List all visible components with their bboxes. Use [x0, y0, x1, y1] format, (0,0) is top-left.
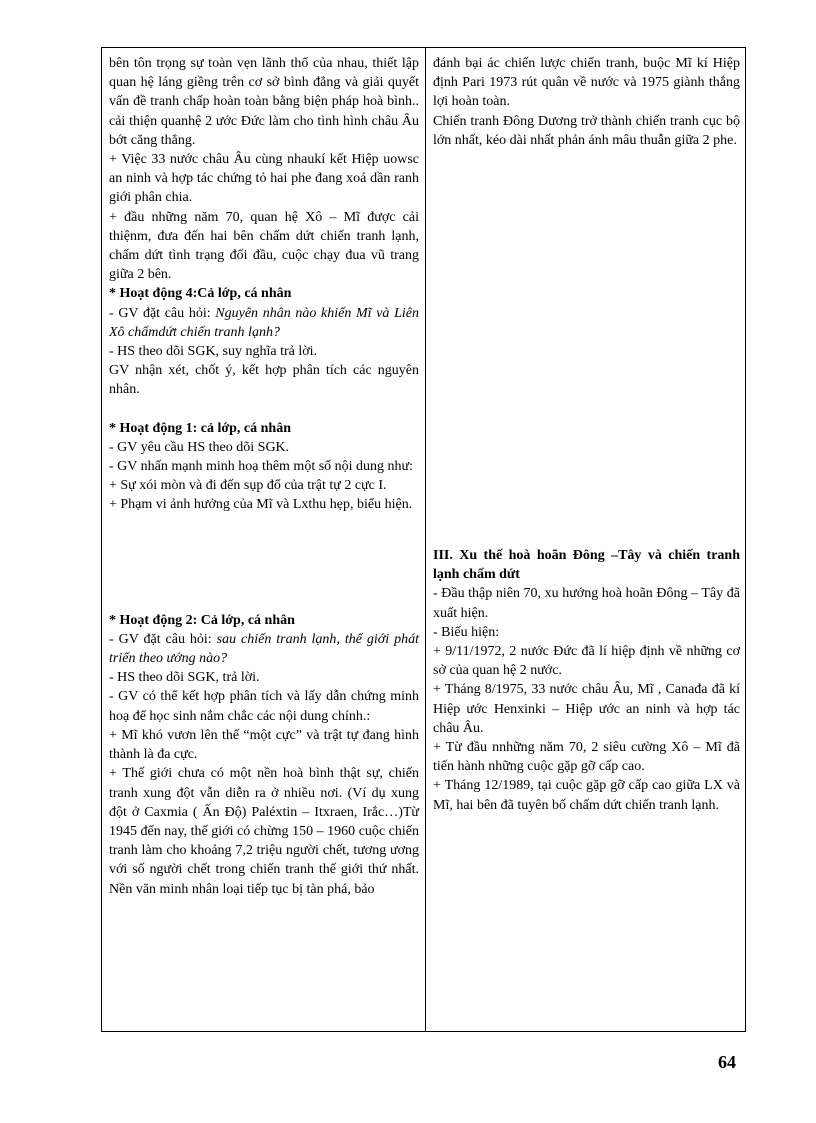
paragraph: + Mĩ khó vươn lên thế “một cực” và trật tự đang hình thành là đa cực. — [109, 727, 419, 763]
paragraph: + Tháng 8/1975, 33 nước châu Âu, Mĩ , Canađa đã kí Hiệp ước Henxinki – Hiệp ước an ninh và hợp tác châu Âu. — [433, 682, 740, 736]
page-number: 64 — [718, 1052, 736, 1072]
question-prefix: - GV đặt câu hỏi: — [109, 305, 216, 321]
paragraph: - GV có thể kết hợp phân tích và lấy dẫn chứng minh hoạ để học sinh nắm chắc các nội dung chính.: — [109, 689, 419, 724]
paragraph: - HS theo dõi SGK, suy nghĩa trả lời. — [109, 344, 318, 360]
question-prefix: - GV đặt câu hỏi: — [109, 631, 217, 647]
paragraph: + 9/11/1972, 2 nước Đức đã lí hiệp định về những cơ sở của quan hệ 2 nước. — [433, 644, 740, 679]
paragraph: - GV yêu cầu HS theo dõi SGK. — [109, 439, 290, 455]
paragraph: - HS theo dõi SGK, trả lời. — [109, 670, 260, 686]
section-heading: III. Xu thế hoà hoãn Đông –Tây và chiến tranh lạnh chấm dứt — [433, 548, 740, 583]
paragraph: Chiến tranh Đông Dương trở thành chiến tranh cục bộ lớn nhất, kéo dài nhất phản ánh mâu thuẫn giữa 2 phe. — [433, 113, 740, 148]
activity-1-heading: * Hoạt động 1: cả lớp, cá nhân — [109, 420, 291, 436]
paragraph: bên tôn trọng sự toàn vẹn lãnh thổ của nhau, thiết lập quan hệ láng giềng trên cơ sở bình đẳng và giải quyết vấn đề tranh chấp hoàn toàn bằng biện pháp hoà bình.. cải thiện quanhệ 2 ước Đức làm cho tình hình châu Âu bớt căng thẳng. — [109, 56, 419, 148]
paragraph: + Việc 33 nước châu Âu cùng nhaukí kết Hiệp uowsc an ninh và hợp tác chứng tỏ hai phe đang xoá dần ranh giới phân chia. — [109, 152, 419, 206]
question-text: Nguyên nhân nào khiến Mĩ và Liên Xô chấmdứt chiến tranh lạnh? — [109, 305, 419, 340]
paragraph: GV nhận xét, chốt ý, kết hợp phân tích các nguyên nhân. — [109, 363, 419, 398]
paragraph: + Từ đầu nnhững năm 70, 2 siêu cường Xô – Mĩ đã tiến hành những cuộc gặp gỡ cấp cao. — [433, 740, 740, 775]
paragraph: đánh bại ác chiến lược chiến tranh, buộc Mĩ kí Hiệp định Pari 1973 rút quân về nước và 1975 giành thắng lợi hoàn toàn. — [433, 56, 740, 110]
activities-column — [109, 54, 419, 899]
paragraph: - Biểu hiện: — [433, 624, 500, 640]
activity-2-heading: * Hoạt động 2: Cả lớp, cá nhân — [109, 612, 295, 628]
paragraph: + Phạm vi ảnh hưởng của Mĩ và Lxthu hẹp, biểu hiện. — [109, 497, 413, 513]
paragraph: - Đầu thập niên 70, xu hướng hoà hoãn Đông – Tây đã xuất hiện. — [433, 586, 740, 621]
paragraph: + Tháng 12/1989, tại cuộc gặp gỡ cấp cao giữa LX và Mĩ, hai bên đã tuyên bố chấm dứt chiến tranh lạnh. — [433, 778, 740, 813]
column-divider — [425, 48, 426, 1031]
paragraph: + Thế giới chưa có một nền hoà bình thật sự, chiến tranh xung đột vẫn diễn ra ở nhiều nơi. (Ví dụ xung đột ở Caxmia ( Ấn Độ) Paléxtin – Itxraen, Irắc…)Từ 1945 đến nay, thế giới có chừng 150 – 1960 cuộc chiến tranh làm cho khoảng 7,2 triệu người chết, tương ương với số người chết trong chiến tranh thế giới thứ nhất. Nền văn minh nhân loại tiếp tục bị tàn phá, bảo — [109, 766, 419, 897]
activity-2-question — [109, 630, 419, 668]
question-text: sau chiến tranh lạnh, thế giới phát triển theo ướng nào? — [109, 631, 419, 667]
lesson-table — [101, 47, 746, 1032]
activity-4-question — [109, 304, 419, 342]
paragraph: + đầu những năm 70, quan hệ Xô – Mĩ được cải thiệnm, đưa đến hai bên chấm dứt chiến tranh lạnh, chấm dứt tình trạng đối đầu, cuộc chạy đua vũ trang giữa 2 bên. — [109, 209, 419, 283]
activity-4-heading: * Hoạt động 4:Cả lớp, cá nhân — [109, 286, 292, 302]
content-column — [433, 54, 740, 815]
paragraph: - GV nhấn mạnh minh hoạ thêm một số nội dung như: — [109, 459, 414, 475]
paragraph: + Sự xói mòn và đi đến sụp đổ của trật tự 2 cực I. — [109, 478, 387, 494]
